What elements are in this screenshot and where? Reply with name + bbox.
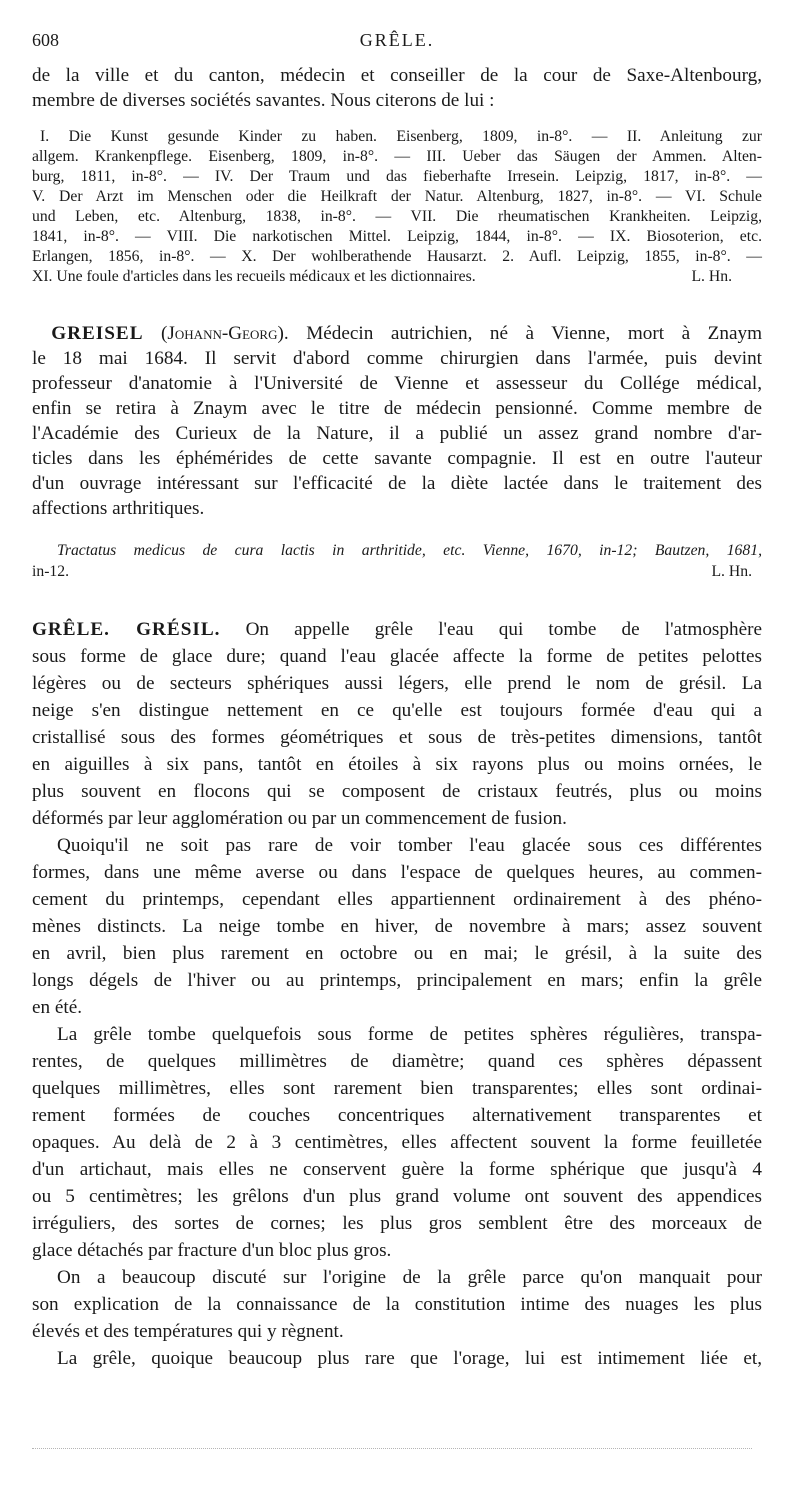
text-line: cement du printemps, cependant elles appartiennent ordinairement à des phéno-	[32, 889, 762, 910]
entry-given-names: (Johann-Georg).	[161, 323, 289, 344]
bibliography-text: XI. Une foule d'articles dans les recueils médicaux et les dictionnaires.	[32, 268, 476, 285]
text-line: cristallisé sous des formes géométriques et sous de très-petites dimensions, tantôt	[32, 727, 762, 748]
text-line: professeur d'anatomie à l'Université de Vienne et assesseur du Collége médical,	[32, 373, 762, 394]
text-line: affections arthritiques.	[32, 498, 205, 519]
text-line: plus souvent en flocons qui se composent de cristaux feutrés, plus ou moins	[32, 781, 762, 802]
bibliography-line: I. Die Kunst gesunde Kinder zu haben. Eisenberg, 1809, in-8°. — II. Anleitung zur	[40, 128, 762, 145]
running-title: GRÊLE.	[359, 30, 435, 50]
text-line: longs dégels de l'hiver ou au printemps, principalement en mars; enfin la grêle	[32, 970, 762, 991]
text-line: le 18 mai 1684. Il servit d'abord comme chirurgien dans l'armée, puis devint	[32, 348, 762, 369]
text-line: sous forme de glace dure; quand l'eau glacée affecte la forme de petites pelottes	[32, 646, 762, 667]
page-bottom-dots	[32, 1448, 752, 1449]
bibliography-line: burg, 1811, in-8°. — IV. Der Traum und das fieberhafte Irresein. Leipzig, 1817, in-8°. —	[32, 168, 762, 185]
text-line: déformés par leur agglomération ou par un commencement de fusion.	[32, 808, 567, 829]
text-line: en été.	[32, 997, 83, 1018]
bibliography-line: 1841, in-8°. — VIII. Die narkotischen Mittel. Leipzig, 1844, in-8°. — IX. Biosoterion, etc.	[32, 228, 762, 245]
text-line: ou 5 centimètres; les grêlons d'un plus grand volume ont souvent des appendices	[32, 1186, 762, 1207]
text-line: en avril, bien plus rarement en octobre ou en mai; le grésil, à la suite des	[32, 943, 762, 964]
entry-first-line	[32, 618, 762, 642]
text-line: son explication de la connaissance de la constitution intime des nuages les plus	[32, 1294, 762, 1315]
text-line: Quoiqu'il ne soit pas rare de voir tomber l'eau glacée sous ces différentes	[57, 835, 762, 856]
bibliography-line: V. Der Arzt im Menschen oder die Heilkraft der Natur. Altenburg, 1827, in-8°. — VI. Schule	[32, 188, 762, 205]
text-line: d'un ouvrage intéressant sur l'efficacité de la diète lactée dans le traitement des	[32, 473, 762, 494]
text-line: quelques millimètres, elles sont rarement bien transparentes; elles sont ordinai-	[32, 1078, 762, 1099]
page-number: 608	[32, 30, 59, 50]
entry-headword: GREISEL	[51, 323, 144, 344]
text-line: La grêle, quoique beaucoup plus rare que l'orage, lui est intimement liée et,	[57, 1348, 762, 1369]
text-line: l'Académie des Curieux de la Nature, il a publié un assez grand nombre d'ar-	[32, 423, 762, 444]
text-line: enfin se retira à Znaym avec le titre de médecin pensionné. Comme membre de	[32, 398, 762, 419]
author-signature: L. Hn.	[691, 268, 732, 285]
text-line: rement formées de couches concentriques alternativement transparentes et	[32, 1105, 762, 1126]
text-line: mènes distincts. La neige tombe en hiver, de novembre à mars; assez souvent	[32, 916, 762, 937]
text-line: glace détachés par fracture d'un bloc plus gros.	[32, 1240, 392, 1261]
text-line: membre de diverses sociétés savantes. Nous citerons de lui :	[32, 90, 495, 111]
bibliography-line: Tractatus medicus de cura lactis in arthritide, etc. Vienne, 1670, in-12; Bautzen, 1681,	[57, 542, 762, 559]
bibliography-line	[32, 562, 762, 582]
entry-first-line	[32, 322, 762, 346]
author-signature: L. Hn.	[711, 563, 752, 580]
text-line: neige s'en distingue nettement en ce qu'elle est toujours formée d'eau qui a	[32, 700, 762, 721]
text-line: élevés et des températures qui y règnent.	[32, 1321, 344, 1342]
text-line: de la ville et du canton, médecin et conseiller de la cour de Saxe-Altenbourg,	[32, 65, 762, 86]
text-line: La grêle tombe quelquefois sous forme de petites sphères régulières, transpa-	[57, 1024, 762, 1045]
text-line: ticles dans les éphémérides de cette savante compagnie. Il est en outre l'auteur	[32, 448, 762, 469]
text-line: rentes, de quelques millimètres de diamètre; quand ces sphères dépassent	[32, 1051, 762, 1072]
text-line: en aiguilles à six pans, tantôt en étoiles à six rayons plus ou moins ornées, le	[32, 754, 762, 775]
text-line: On a beaucoup discuté sur l'origine de la grêle parce qu'on manquait pour	[57, 1267, 762, 1288]
text-line: Médecin autrichien, né à Vienne, mort à Znaym	[306, 323, 762, 344]
bibliography-line: und Leben, etc. Altenburg, 1838, in-8°. — VII. Die rheumatischen Krankheiten. Leipzig,	[32, 208, 762, 225]
text-line: formes, dans une même averse ou dans l'espace de quelques heures, au commen-	[32, 862, 762, 883]
entry-headword: GRÊLE. GRÉSIL.	[32, 619, 221, 640]
text-line: On appelle grêle l'eau qui tombe de l'atmosphère	[245, 619, 762, 640]
text-line: irréguliers, des sortes de cornes; les plus gros semblent être des morceaux de	[32, 1213, 762, 1234]
text-line: légères ou de secteurs sphériques aussi légers, elle prend le nom de grésil. La	[32, 673, 762, 694]
text-line: d'un artichaut, mais elles ne conservent guère la forme sphérique que jusqu'à 4	[32, 1159, 762, 1180]
bibliography-text: in-12.	[32, 563, 70, 580]
bibliography-line: allgem. Krankenpflege. Eisenberg, 1809, in-8°. — III. Ueber das Säugen der Ammen. Alten-	[32, 148, 762, 165]
bibliography-line	[32, 267, 762, 287]
text-line: opaques. Au delà de 2 à 3 centimètres, elles affectent souvent la forme feuilletée	[32, 1132, 762, 1153]
page-header	[32, 30, 762, 54]
bibliography-line: Erlangen, 1856, in-8°. — X. Der wohlberathende Hausarzt. 2. Aufl. Leipzig, 1855, in-8°. —	[32, 248, 762, 265]
